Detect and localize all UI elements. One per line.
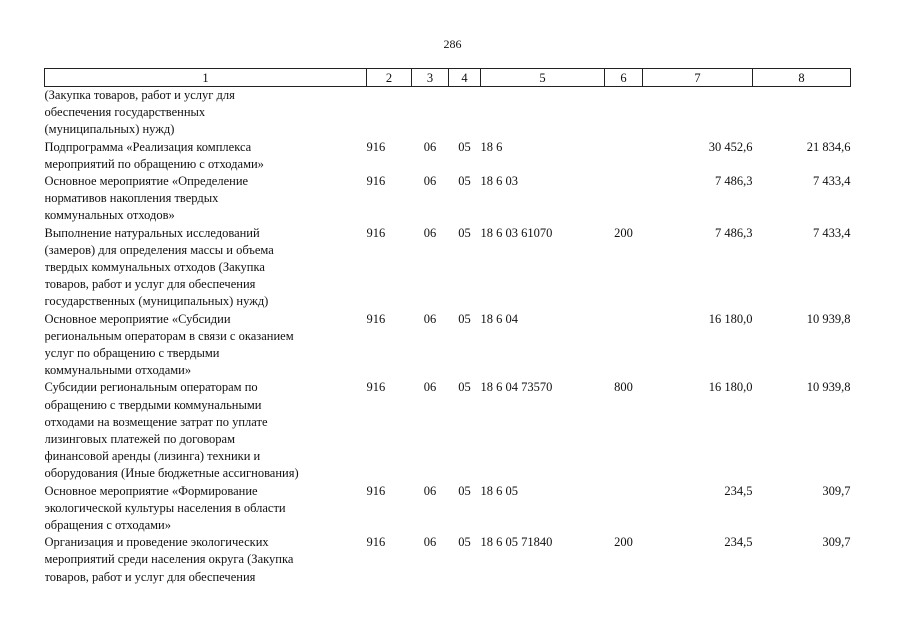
item-name-line: мероприятий среди населения округа (Закупка — [44, 552, 294, 567]
item-name-line: государственных (муниципальных) нужд) — [44, 294, 269, 309]
item-name-line: обеспечения государственных — [44, 105, 206, 120]
table-header-row — [45, 69, 851, 87]
cell-subsection-code: 05 — [458, 311, 471, 326]
cell-section-code: 06 — [423, 483, 437, 498]
table-body — [45, 87, 851, 586]
cell-amount-year-1: 7 486,3 — [715, 225, 753, 240]
cell-amount-year-2: 10 939,8 — [806, 311, 851, 326]
cell-expense-type-code — [605, 311, 643, 380]
cell-grbs-code: 916 — [366, 483, 386, 498]
table-row — [45, 139, 851, 173]
cell-target-article-code: 18 6 03 — [480, 174, 518, 189]
cell-item-name — [45, 139, 367, 173]
item-name-line: отходами на возмещение затрат по уплате — [44, 414, 268, 429]
cell-section-code: 06 — [423, 311, 437, 326]
cell-subsection-code: 05 — [458, 225, 471, 240]
item-name-line: нормативов накопления твердых — [44, 191, 219, 206]
cell-item-name — [45, 311, 367, 380]
cell-target-article-code: 18 6 — [480, 139, 503, 154]
cell-target-article-code — [481, 87, 605, 139]
cell-grbs-code: 916 — [366, 225, 386, 240]
cell-grbs-code: 916 — [366, 380, 386, 395]
item-name-line: экологической культуры населения в области — [44, 500, 286, 515]
cell-amount-year-2 — [753, 87, 851, 139]
item-name-line: Основное мероприятие «Определение — [44, 174, 249, 189]
cell-expense-type-code: 800 — [614, 380, 633, 395]
cell-amount-year-1: 30 452,6 — [708, 139, 753, 154]
cell-amount-year-1: 234,5 — [724, 483, 753, 498]
table-row — [45, 483, 851, 535]
item-name-line: мероприятий по обращению с отходами» — [44, 156, 264, 171]
cell-grbs-code: 916 — [366, 139, 386, 154]
cell-item-name — [45, 379, 367, 482]
item-name-line: (муниципальных) нужд) — [44, 122, 175, 137]
column-header: 5 — [481, 69, 605, 87]
item-name-line: Основное мероприятие «Субсидии — [44, 311, 231, 326]
cell-section-code: 06 — [423, 174, 437, 189]
cell-target-article-code: 18 6 04 — [480, 311, 518, 326]
column-header: 7 — [643, 69, 753, 87]
table-row — [45, 534, 851, 586]
item-name-line: Субсидии региональным операторам по — [44, 380, 258, 395]
cell-grbs-code: 916 — [366, 311, 386, 326]
cell-section-code: 06 — [423, 139, 437, 154]
cell-amount-year-2: 21 834,6 — [806, 139, 851, 154]
item-name-line: обращения с отходами» — [44, 518, 171, 533]
column-header: 8 — [753, 69, 851, 87]
cell-expense-type-code: 200 — [614, 225, 633, 240]
item-name-line: финансовой аренды (лизинга) техники и — [44, 449, 261, 464]
cell-item-name — [45, 534, 367, 586]
item-name-line: Организация и проведение экологических — [44, 535, 269, 550]
table-row — [45, 225, 851, 311]
cell-amount-year-1: 16 180,0 — [708, 311, 753, 326]
item-name-line: товаров, работ и услуг для обеспечения — [44, 569, 256, 584]
budget-table — [44, 68, 851, 586]
item-name-line: коммунальными отходами» — [44, 363, 192, 378]
cell-grbs-code: 916 — [366, 174, 386, 189]
item-name-line: твердых коммунальных отходов (Закупка — [44, 260, 265, 275]
cell-grbs-code — [367, 87, 412, 139]
cell-section-code: 06 — [423, 535, 437, 550]
cell-section-code: 06 — [423, 225, 437, 240]
item-name-line: Выполнение натуральных исследований — [44, 225, 260, 240]
cell-subsection-code: 05 — [458, 380, 471, 395]
cell-amount-year-2: 309,7 — [822, 483, 851, 498]
item-name-line: Подпрограмма «Реализация комплекса — [44, 139, 252, 154]
table-row — [45, 87, 851, 139]
cell-item-name — [45, 225, 367, 311]
cell-grbs-code: 916 — [366, 535, 386, 550]
cell-section-code: 06 — [423, 380, 437, 395]
cell-target-article-code: 18 6 05 71840 — [480, 535, 553, 550]
column-header: 4 — [449, 69, 481, 87]
cell-expense-type-code — [605, 87, 643, 139]
cell-amount-year-1: 234,5 — [724, 535, 753, 550]
column-header: 1 — [45, 69, 367, 87]
cell-expense-type-code — [605, 483, 643, 535]
cell-subsection-code — [449, 87, 481, 139]
cell-expense-type-code — [605, 173, 643, 225]
item-name-line: Основное мероприятие «Формирование — [44, 483, 258, 498]
cell-amount-year-2: 309,7 — [822, 535, 851, 550]
item-name-line: услуг по обращению с твердыми — [44, 346, 220, 361]
cell-subsection-code: 05 — [458, 139, 471, 154]
item-name-line: (замеров) для определения массы и объема — [44, 242, 274, 257]
item-name-line: лизинговых платежей по договорам — [44, 432, 235, 447]
cell-amount-year-2: 7 433,4 — [813, 174, 851, 189]
cell-amount-year-2: 7 433,4 — [813, 225, 851, 240]
cell-amount-year-1: 16 180,0 — [708, 380, 753, 395]
cell-subsection-code: 05 — [458, 483, 471, 498]
cell-item-name — [45, 173, 367, 225]
table-row — [45, 379, 851, 482]
cell-item-name — [45, 483, 367, 535]
page-number: 286 — [443, 37, 462, 51]
item-name-line: товаров, работ и услуг для обеспечения — [44, 277, 256, 292]
table-row — [45, 173, 851, 225]
item-name-line: коммунальных отходов» — [44, 208, 175, 223]
cell-amount-year-1: 7 486,3 — [715, 174, 753, 189]
item-name-line: (Закупка товаров, работ и услуг для — [44, 88, 235, 102]
cell-item-name — [45, 87, 367, 139]
cell-target-article-code: 18 6 03 61070 — [480, 225, 553, 240]
cell-subsection-code: 05 — [458, 535, 471, 550]
cell-subsection-code: 05 — [458, 174, 471, 189]
cell-target-article-code: 18 6 04 73570 — [480, 380, 553, 395]
cell-amount-year-1 — [643, 87, 753, 139]
table-row — [45, 311, 851, 380]
cell-amount-year-2: 10 939,8 — [806, 380, 851, 395]
column-header: 2 — [367, 69, 412, 87]
column-header: 3 — [412, 69, 449, 87]
item-name-line: оборудования (Иные бюджетные ассигнования) — [44, 466, 299, 481]
column-header: 6 — [605, 69, 643, 87]
cell-expense-type-code — [605, 139, 643, 173]
cell-section-code — [412, 87, 449, 139]
item-name-line: региональным операторам в связи с оказанием — [44, 328, 294, 343]
item-name-line: обращению с твердыми коммунальными — [44, 397, 262, 412]
cell-target-article-code: 18 6 05 — [480, 483, 518, 498]
cell-expense-type-code: 200 — [614, 535, 633, 550]
